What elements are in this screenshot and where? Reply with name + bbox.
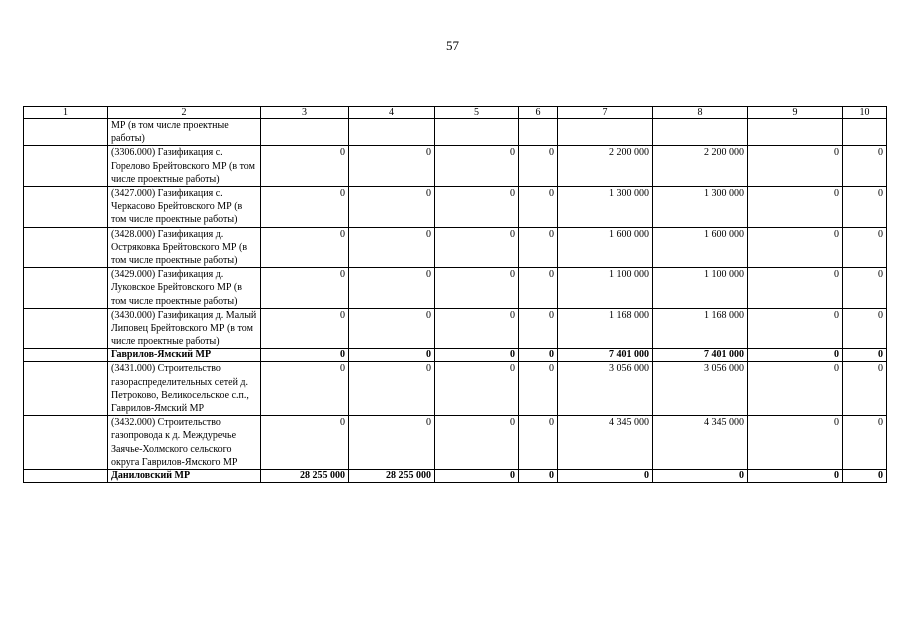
column-header: 1 xyxy=(24,107,108,119)
table-cell: 0 xyxy=(519,349,558,362)
table-cell: 0 xyxy=(349,362,435,416)
table-cell: 0 xyxy=(843,187,887,228)
table-cell: 0 xyxy=(349,146,435,187)
table-cell: 0 xyxy=(349,227,435,268)
table-cell xyxy=(519,119,558,146)
table-cell: 0 xyxy=(519,416,558,470)
table-cell: 1 300 000 xyxy=(558,187,653,228)
table-cell: 0 xyxy=(261,146,349,187)
table-cell: 0 xyxy=(519,187,558,228)
district-name-cell: Гаврилов-Ямский МР xyxy=(108,349,261,362)
table-cell xyxy=(24,349,108,362)
table-cell: 0 xyxy=(519,470,558,483)
table-cell: 0 xyxy=(349,308,435,349)
table-cell xyxy=(349,119,435,146)
table-cell: 0 xyxy=(748,268,843,309)
table-cell xyxy=(24,268,108,309)
table-cell: 7 401 000 xyxy=(558,349,653,362)
table-cell: 0 xyxy=(261,308,349,349)
table-cell: 0 xyxy=(435,416,519,470)
project-name-cell: (3427.000) Газификация с. Черкасово Брейтовского МР (в том числе проектные работы) xyxy=(108,187,261,228)
table-cell xyxy=(24,227,108,268)
table-cell: 0 xyxy=(843,362,887,416)
budget-table xyxy=(23,106,887,483)
table-row xyxy=(24,227,887,268)
table-cell: 0 xyxy=(349,416,435,470)
table-cell: 0 xyxy=(435,187,519,228)
table-cell xyxy=(24,146,108,187)
table-cell: 0 xyxy=(435,268,519,309)
table-cell: 0 xyxy=(843,470,887,483)
district-total-row xyxy=(24,470,887,483)
table-cell: 28 255 000 xyxy=(349,470,435,483)
table-cell xyxy=(435,119,519,146)
table-row xyxy=(24,146,887,187)
table-cell: 0 xyxy=(748,146,843,187)
column-header: 8 xyxy=(653,107,748,119)
project-name-cell: (3432.000) Строительство газопровода к д. Междуречье Заячье-Холмского сельского округа Гаврилов-Ямского МР xyxy=(108,416,261,470)
project-name-cell: МР (в том числе проектные работы) xyxy=(108,119,261,146)
project-name-cell: (3306.000) Газификация с. Горелово Брейтовского МР (в том числе проектные работы) xyxy=(108,146,261,187)
table-cell: 0 xyxy=(558,470,653,483)
project-name-cell: (3431.000) Строительство газораспределительных сетей д. Петроково, Великосельское с.п., Гаврилов-Ямский МР xyxy=(108,362,261,416)
table-header-row xyxy=(24,107,887,119)
table-cell: 0 xyxy=(843,268,887,309)
table-cell xyxy=(24,470,108,483)
table-cell xyxy=(24,362,108,416)
table-cell xyxy=(653,119,748,146)
table-cell: 4 345 000 xyxy=(653,416,748,470)
table-cell xyxy=(558,119,653,146)
table-cell: 0 xyxy=(435,146,519,187)
column-header: 2 xyxy=(108,107,261,119)
table-cell: 0 xyxy=(748,308,843,349)
table-cell: 7 401 000 xyxy=(653,349,748,362)
column-header: 9 xyxy=(748,107,843,119)
table-cell: 0 xyxy=(349,187,435,228)
table-cell: 0 xyxy=(519,362,558,416)
table-cell: 3 056 000 xyxy=(558,362,653,416)
table-cell xyxy=(24,416,108,470)
table-row xyxy=(24,119,887,146)
table-cell: 0 xyxy=(435,362,519,416)
table-cell: 1 100 000 xyxy=(558,268,653,309)
column-header: 4 xyxy=(349,107,435,119)
table-cell: 0 xyxy=(261,227,349,268)
table-cell: 0 xyxy=(435,308,519,349)
table-cell: 0 xyxy=(843,227,887,268)
table-cell: 1 100 000 xyxy=(653,268,748,309)
table-cell: 0 xyxy=(748,416,843,470)
district-total-row xyxy=(24,349,887,362)
table-cell: 0 xyxy=(435,470,519,483)
table-cell: 0 xyxy=(748,349,843,362)
table-cell: 0 xyxy=(261,362,349,416)
table-cell xyxy=(261,119,349,146)
table-cell: 1 300 000 xyxy=(653,187,748,228)
table-row xyxy=(24,362,887,416)
table-cell: 28 255 000 xyxy=(261,470,349,483)
table-cell: 0 xyxy=(519,227,558,268)
column-header: 10 xyxy=(843,107,887,119)
table-cell: 1 600 000 xyxy=(653,227,748,268)
table-cell: 0 xyxy=(519,146,558,187)
table-cell: 0 xyxy=(261,416,349,470)
table-cell: 4 345 000 xyxy=(558,416,653,470)
column-header: 7 xyxy=(558,107,653,119)
table-cell: 0 xyxy=(748,187,843,228)
project-name-cell: (3428.000) Газификация д. Остряковка Брейтовского МР (в том числе проектные работы) xyxy=(108,227,261,268)
table-cell: 1 168 000 xyxy=(653,308,748,349)
table-cell: 2 200 000 xyxy=(653,146,748,187)
table-cell: 0 xyxy=(349,268,435,309)
district-name-cell: Даниловский МР xyxy=(108,470,261,483)
table-row xyxy=(24,187,887,228)
table-cell xyxy=(843,119,887,146)
table-cell xyxy=(748,119,843,146)
table-cell: 0 xyxy=(748,227,843,268)
table-cell: 1 600 000 xyxy=(558,227,653,268)
table-cell: 0 xyxy=(519,308,558,349)
table-cell: 0 xyxy=(349,349,435,362)
table-cell: 0 xyxy=(748,470,843,483)
table-row xyxy=(24,268,887,309)
project-name-cell: (3429.000) Газификация д. Луковское Брейтовского МР (в том числе проектные работы) xyxy=(108,268,261,309)
table-cell: 1 168 000 xyxy=(558,308,653,349)
table-cell: 0 xyxy=(261,187,349,228)
table-cell: 0 xyxy=(435,349,519,362)
table-cell xyxy=(24,187,108,228)
table-cell: 0 xyxy=(519,268,558,309)
column-header: 3 xyxy=(261,107,349,119)
column-header: 6 xyxy=(519,107,558,119)
table-cell: 0 xyxy=(435,227,519,268)
table-cell: 0 xyxy=(261,268,349,309)
table-cell: 0 xyxy=(843,349,887,362)
table-row xyxy=(24,416,887,470)
table-cell: 0 xyxy=(653,470,748,483)
page-number: 57 xyxy=(446,38,459,53)
table-cell xyxy=(24,308,108,349)
table-cell: 0 xyxy=(843,308,887,349)
table-cell: 3 056 000 xyxy=(653,362,748,416)
table-cell: 0 xyxy=(261,349,349,362)
project-name-cell: (3430.000) Газификация д. Малый Липовец Брейтовского МР (в том числе проектные работы) xyxy=(108,308,261,349)
table-cell: 0 xyxy=(843,146,887,187)
table-cell: 0 xyxy=(748,362,843,416)
table-cell: 0 xyxy=(843,416,887,470)
column-header: 5 xyxy=(435,107,519,119)
table-row xyxy=(24,308,887,349)
table-cell: 2 200 000 xyxy=(558,146,653,187)
table-cell xyxy=(24,119,108,146)
